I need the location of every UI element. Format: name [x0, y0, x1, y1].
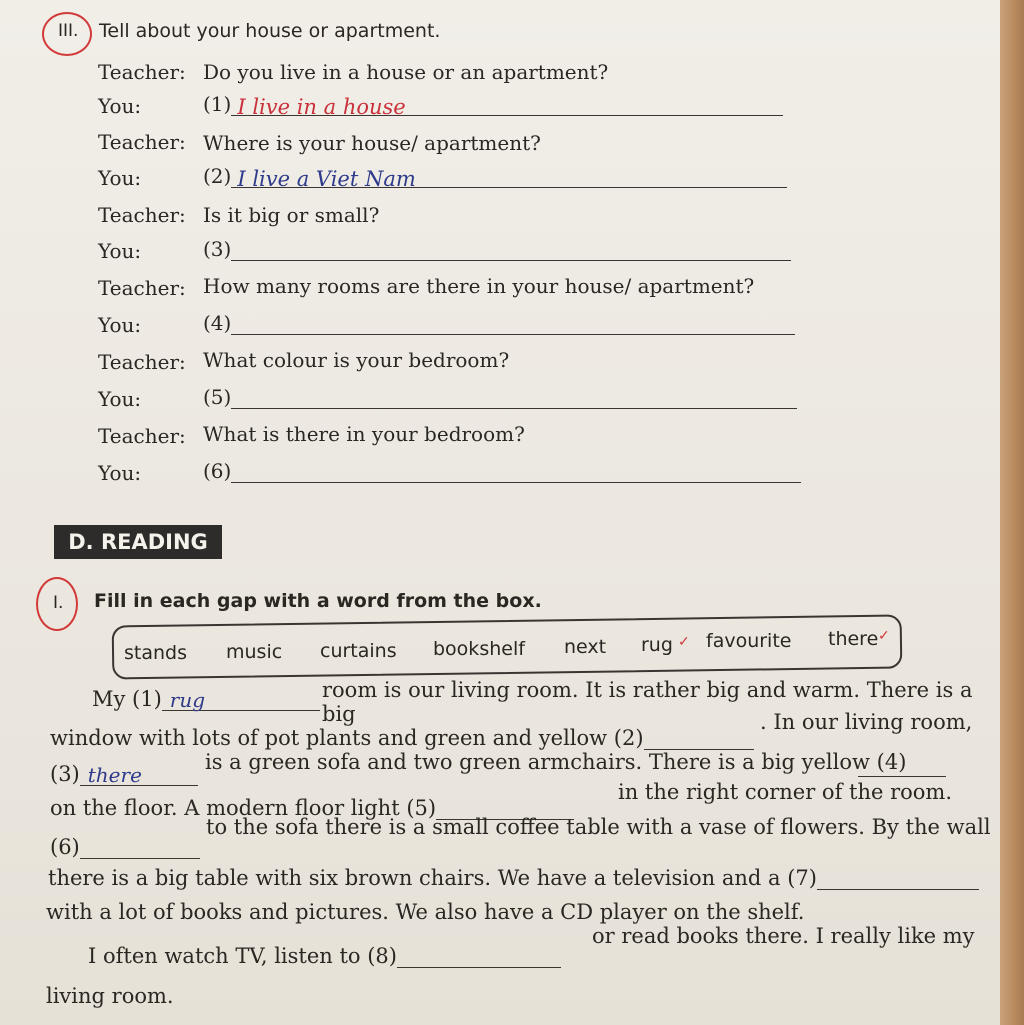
speaker-label: Teacher:: [98, 350, 186, 374]
handwritten-gap-1: rug: [169, 688, 206, 712]
answer-label: (1): [203, 92, 232, 116]
teacher-question: What colour is your bedroom?: [203, 348, 510, 372]
text-segment: with a lot of books and pictures. We also have a CD player on the shelf.: [46, 900, 805, 924]
answer-label: (4): [203, 311, 232, 335]
speaker-label: You:: [98, 461, 142, 485]
text-segment: I often watch TV, listen to (8): [88, 944, 397, 968]
text-segment: to the sofa there is a small coffee table with a vase of flowers. By the wall: [206, 815, 991, 839]
text-segment: in the right corner of the room.: [618, 780, 953, 804]
answer-row-1: [203, 92, 783, 119]
section-title: Tell about your house or apartment.: [99, 20, 441, 42]
answer-blank-5[interactable]: [231, 386, 797, 409]
speaker-label: Teacher:: [98, 276, 186, 300]
answer-label: (3): [203, 237, 232, 261]
handwritten-gap-3: there: [87, 763, 142, 787]
text-segment: (3): [50, 762, 80, 786]
gap-3[interactable]: [80, 763, 198, 786]
word-box-item: bookshelf: [433, 638, 525, 660]
answer-blank-4[interactable]: [231, 312, 795, 335]
answer-row-5: [203, 385, 797, 409]
handwritten-answer-1: I live in a house: [237, 95, 406, 119]
gap-7[interactable]: [817, 867, 979, 890]
speaker-label: You:: [98, 166, 142, 190]
check-mark-icon: ✓: [878, 628, 890, 644]
answer-blank-1[interactable]: [231, 93, 783, 119]
word-box-item: there: [828, 628, 879, 650]
speaker-label: Teacher:: [98, 130, 186, 154]
answer-row-6: [203, 459, 801, 483]
paragraph-line: [92, 687, 320, 711]
word-box-item: favourite: [706, 630, 792, 652]
paragraph-line: [50, 762, 198, 786]
text-segment: . In our living room,: [760, 710, 973, 734]
exercise-number: I.: [53, 593, 64, 613]
answer-row-3: [203, 237, 791, 261]
answer-label: (6): [203, 459, 232, 483]
gap-2[interactable]: [644, 727, 754, 750]
exercise-title: Fill in each gap with a word from the box.: [94, 590, 542, 612]
text-segment: or read books there. I really like my: [592, 924, 975, 948]
answer-label: (2): [203, 164, 232, 188]
text-segment: on the floor. A modern floor light (5): [50, 796, 437, 820]
teacher-question: How many rooms are there in your house/ apartment?: [203, 274, 755, 298]
answer-label: (5): [203, 385, 232, 409]
reading-heading: D. READING: [54, 525, 222, 559]
text-segment: living room.: [46, 984, 174, 1008]
teacher-question: Where is your house/ apartment?: [203, 131, 541, 155]
text-segment: there is a big table with six brown chairs. We have a television and a (7): [48, 866, 817, 890]
handwritten-answer-2: I live a Viet Nam: [237, 167, 416, 191]
teacher-question: What is there in your bedroom?: [203, 422, 525, 446]
text-segment: is a green sofa and two green armchairs. There is a big yellow (4): [205, 750, 907, 774]
word-box-item: rug: [641, 634, 673, 656]
paragraph-line: [88, 944, 561, 968]
speaker-label: Teacher:: [98, 424, 186, 448]
teacher-question: Is it big or small?: [203, 203, 380, 227]
word-box-item: curtains: [320, 640, 397, 662]
speaker-label: Teacher:: [98, 203, 186, 227]
gap-8[interactable]: [397, 945, 561, 968]
section-number: III.: [58, 21, 79, 41]
gap-4[interactable]: [858, 754, 946, 777]
word-box-item: next: [564, 636, 607, 658]
text-segment: My (1): [92, 687, 162, 711]
paragraph-line: [50, 726, 754, 750]
answer-blank-6[interactable]: [231, 460, 801, 483]
answer-blank-2[interactable]: [231, 165, 787, 191]
teacher-question: Do you live in a house or an apartment?: [203, 60, 609, 84]
speaker-label: You:: [98, 94, 142, 118]
gap-6[interactable]: [80, 836, 200, 859]
speaker-label: Teacher:: [98, 60, 186, 84]
text-segment: room is our living room. It is rather big and warm. There is a big: [322, 678, 973, 726]
paragraph-line: [50, 835, 200, 859]
answer-blank-3[interactable]: [231, 238, 791, 261]
speaker-label: You:: [98, 239, 142, 263]
word-box-item: music: [226, 641, 283, 663]
paragraph-line: [48, 866, 979, 890]
answer-row-4: [203, 311, 795, 335]
speaker-label: You:: [98, 313, 142, 337]
wooden-table-edge: [1000, 0, 1024, 1025]
word-box-item: stands: [124, 642, 187, 664]
speaker-label: You:: [98, 387, 142, 411]
gap-1[interactable]: [162, 688, 320, 711]
text-segment: (6): [50, 835, 80, 859]
answer-row-2: [203, 164, 787, 191]
check-mark-icon: ✓: [678, 634, 690, 650]
text-segment: window with lots of pot plants and green and yellow (2): [50, 726, 644, 750]
